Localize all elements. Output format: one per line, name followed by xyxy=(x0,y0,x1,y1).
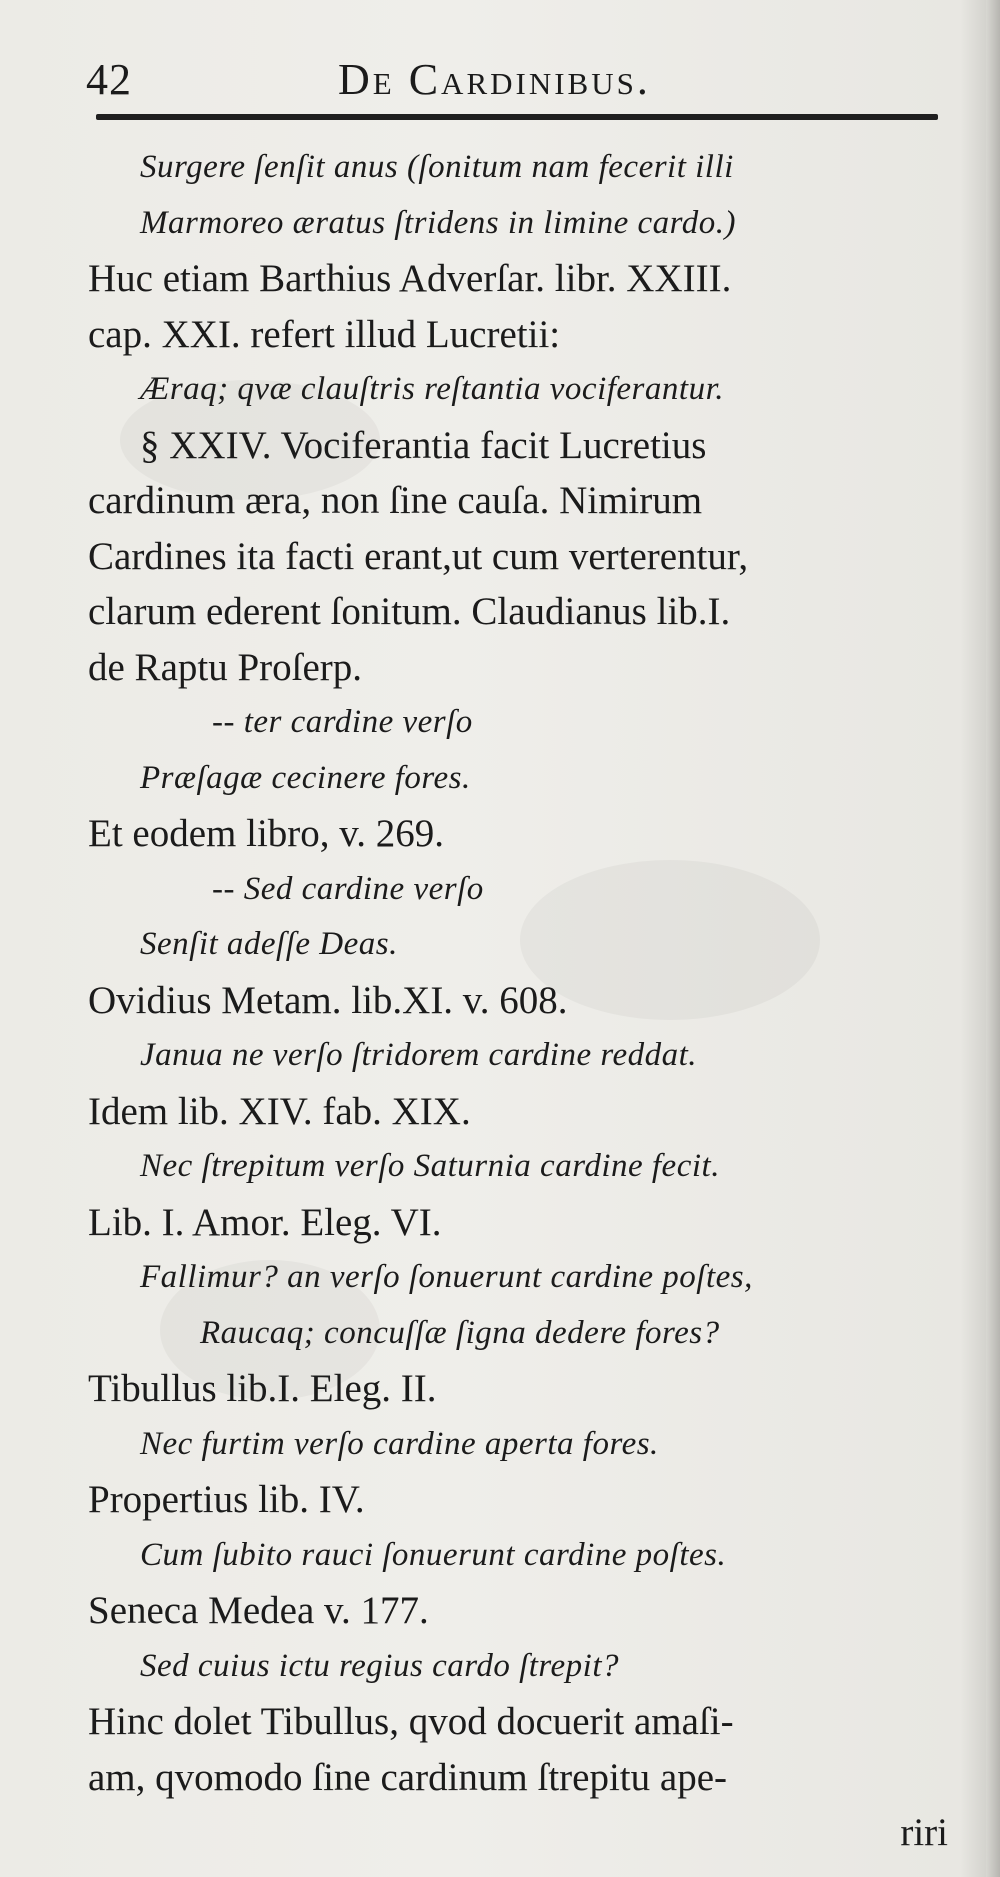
text-line: Senſit adeſſe Deas. xyxy=(140,926,398,962)
text-line: Marmoreo æratus ſtridens in limine cardo.) xyxy=(140,204,737,241)
text-line: Surgere ſenſit anus (ſonitum nam fecerit illi xyxy=(140,149,734,185)
text-line: Sed cuius ictu regius cardo ſtrepit? xyxy=(140,1647,620,1684)
text-line: Ovidius Metam. lib.XI. v. 608. xyxy=(88,978,568,1022)
text-line: Æraq; qvæ clauſtris reſtantia vociferantur. xyxy=(140,371,724,407)
text-line: Et eodem libro, v. 269. xyxy=(88,812,444,855)
page-edge xyxy=(986,0,1000,1877)
text-line: Raucaq; concuſſæ ſigna dedere fores? xyxy=(200,1314,720,1351)
text-line: Nec ſtrepitum verſo Saturnia cardine fecit. xyxy=(140,1148,720,1184)
text-line: Tibullus lib.I. Eleg. II. xyxy=(88,1367,437,1410)
text-line: -- Sed cardine verſo xyxy=(212,870,484,907)
catchword: riri xyxy=(900,1811,948,1854)
text-line: clarum ederent ſonitum. Claudianus lib.I. xyxy=(88,590,731,633)
text-line: Janua ne verſo ſtridorem cardine reddat. xyxy=(140,1037,698,1073)
header-rule xyxy=(96,114,938,120)
text-line: cardinum æra, non ſine cauſa. Nimirum xyxy=(88,479,703,522)
page-number: 42 xyxy=(86,55,132,104)
text-line: Fallimur? an verſo ſonuerunt cardine poſtes, xyxy=(140,1259,753,1295)
text-line: Hinc dolet Tibullus, qvod docuerit amaſi- xyxy=(88,1700,734,1743)
text-line: Nec furtim verſo cardine aperta fores. xyxy=(140,1425,659,1462)
text-line: am, qvomodo ſine cardinum ſtrepitu ape- xyxy=(88,1755,727,1799)
text-line: Seneca Medea v. 177. xyxy=(88,1589,429,1632)
text-line: Lib. I. Amor. Eleg. VI. xyxy=(88,1200,442,1244)
text-line: Cardines ita facti erant,ut cum verterentur, xyxy=(88,534,749,578)
text-line: Huc etiam Barthius Adverſar. libr. XXIII. xyxy=(88,257,732,300)
text-line: cap. XXI. refert illud Lucretii: xyxy=(88,312,561,356)
text-line: -- ter cardine verſo xyxy=(212,704,473,740)
text-line: § XXIV. Vociferantia facit Lucretius xyxy=(140,423,707,467)
text-line: de Raptu Proſerp. xyxy=(88,645,363,689)
text-line: Propertius lib. IV. xyxy=(88,1478,365,1521)
body-text xyxy=(0,140,1000,1861)
text-line: Præſagæ cecinere fores. xyxy=(140,759,471,796)
page-header xyxy=(0,48,1000,108)
text-line: Idem lib. XIV. fab. XIX. xyxy=(88,1089,471,1133)
text-line: Cum ſubito rauci ſonuerunt cardine poſtes. xyxy=(140,1536,727,1573)
running-head: De Cardinibus. xyxy=(338,55,651,104)
